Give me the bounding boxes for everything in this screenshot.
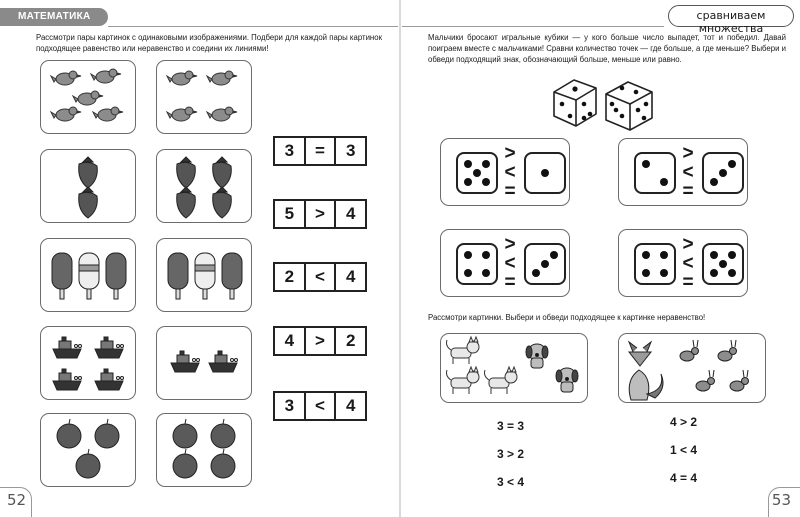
dice-pair-card[interactable] — [618, 229, 748, 297]
dice-pair-card[interactable] — [440, 229, 570, 297]
bird-icon-group — [157, 61, 253, 135]
equation-box[interactable] — [273, 199, 367, 229]
card-ships-left[interactable] — [40, 326, 136, 400]
card-popsicles-right[interactable] — [156, 238, 252, 312]
animal-card-cats-dogs[interactable] — [440, 333, 588, 403]
equation-left: 5 — [284, 204, 295, 223]
header-divider — [108, 26, 398, 27]
equation-right: 3 — [334, 138, 365, 164]
die-left — [634, 243, 676, 285]
greater-sign[interactable]: > — [504, 234, 516, 255]
dice-illustration — [548, 74, 660, 132]
bird-icon-group — [41, 61, 137, 135]
header-divider — [402, 26, 664, 27]
cat-icon — [485, 367, 518, 394]
equation-box[interactable] — [273, 391, 367, 421]
equation-right: 4 — [334, 201, 365, 227]
card-popsicles-left[interactable] — [40, 238, 136, 312]
card-birds-left[interactable] — [40, 60, 136, 134]
animal-card-fox-rabbits[interactable] — [618, 333, 766, 403]
equation-left: 3 — [284, 396, 295, 415]
strawberry-icon-group — [157, 150, 253, 224]
cat-dog-illustration — [441, 334, 589, 404]
fox-rabbit-illustration — [619, 334, 767, 404]
page-number: 53 — [771, 491, 791, 509]
die-right — [702, 152, 744, 194]
popsicle-icon-group — [41, 239, 137, 313]
equation-left: 3 — [284, 141, 295, 160]
ship-icon-group — [157, 327, 253, 401]
equation-sign: < — [304, 264, 335, 290]
less-sign[interactable]: < — [504, 162, 516, 183]
dog-icon — [556, 368, 578, 392]
card-apples-left[interactable] — [40, 413, 136, 487]
equation-sign: < — [304, 393, 335, 419]
cat-icon — [447, 367, 480, 394]
page-title: сравниваем множества — [668, 5, 794, 27]
equal-sign[interactable]: = — [682, 181, 694, 202]
card-strawberries-left[interactable] — [40, 149, 136, 223]
rabbit-icon — [718, 340, 737, 361]
task-instruction: Рассмотри пары картинок с одинаковыми изображениями. Подбери для каждой пары картинок подходящее равенство или неравенство и соедини их линиями! — [36, 33, 382, 53]
card-apples-right[interactable] — [156, 413, 252, 487]
card-strawberries-right[interactable] — [156, 149, 252, 223]
less-sign[interactable]: < — [682, 253, 694, 274]
inequality-option[interactable]: 4 > 2 — [670, 415, 698, 429]
equation-box[interactable] — [273, 136, 367, 166]
greater-sign[interactable]: > — [682, 234, 694, 255]
equation-right: 4 — [334, 264, 365, 290]
equation-left: 4 — [284, 331, 295, 350]
equation-sign: > — [304, 328, 335, 354]
inequality-option[interactable]: 4 = 4 — [670, 471, 698, 485]
popsicle-icon-group — [157, 239, 253, 313]
equal-sign[interactable]: = — [504, 272, 516, 293]
rabbit-icon — [730, 370, 749, 391]
equation-sign: = — [304, 138, 335, 164]
dice-instruction: Мальчики бросают игральные кубики — у кого больше число выпадет, тот и победил. Давай поиграем вместе с мальчиками! Сравни количество точек — где больше, а где меньше? Выбери и обведи подходящий знак, обозначающий больше, меньше или равно. — [428, 33, 786, 64]
less-sign[interactable]: < — [504, 253, 516, 274]
dice-pair-card[interactable] — [440, 138, 570, 206]
fox-icon — [629, 342, 663, 400]
inequality-option[interactable]: 3 > 2 — [497, 447, 525, 461]
inequality-option[interactable]: 3 < 4 — [497, 475, 525, 489]
equation-box[interactable] — [273, 262, 367, 292]
equation-right: 4 — [334, 393, 365, 419]
die-right — [524, 243, 566, 285]
rabbit-icon — [680, 340, 699, 361]
die-left — [456, 243, 498, 285]
strawberry-icon-group — [41, 150, 137, 224]
page-number: 52 — [7, 491, 27, 509]
cat-icon — [447, 337, 480, 364]
equation-box[interactable] — [273, 326, 367, 356]
inequality-option[interactable]: 3 = 3 — [497, 419, 525, 433]
less-sign[interactable]: < — [682, 162, 694, 183]
animals-instruction: Рассмотри картинки. Выбери и обведи подходящее к картинке неравенство! — [428, 313, 706, 322]
dice-pair-card[interactable] — [618, 138, 748, 206]
ship-icon-group — [41, 327, 137, 401]
greater-sign[interactable]: > — [504, 143, 516, 164]
die-right — [524, 152, 566, 194]
card-ships-right[interactable] — [156, 326, 252, 400]
card-birds-right[interactable] — [156, 60, 252, 134]
greater-sign[interactable]: > — [682, 143, 694, 164]
equal-sign[interactable]: = — [682, 272, 694, 293]
die-right — [702, 243, 744, 285]
die-left — [634, 152, 676, 194]
right-page — [400, 0, 800, 517]
apple-icon-group — [157, 414, 253, 488]
dog-icon — [526, 344, 548, 368]
rabbit-icon — [696, 370, 715, 391]
inequality-option[interactable]: 1 < 4 — [670, 443, 698, 457]
section-tab: МАТЕМАТИКА — [0, 8, 108, 26]
equation-right: 2 — [334, 328, 365, 354]
die-left — [456, 152, 498, 194]
equation-sign: > — [304, 201, 335, 227]
equation-left: 2 — [284, 267, 295, 286]
equal-sign[interactable]: = — [504, 181, 516, 202]
apple-icon-group — [41, 414, 137, 488]
